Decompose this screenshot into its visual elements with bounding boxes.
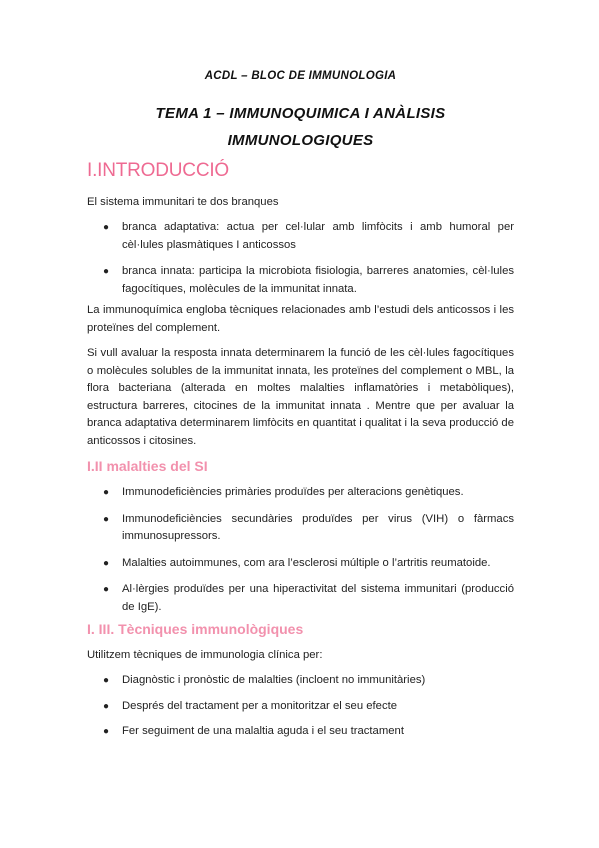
topic-title [87,100,514,154]
section-heading-diseases: I.II malalties del SI [87,458,208,474]
response-paragraph: Si vull avaluar la resposta innata determinarem la funció de les cèl·lules fagocítiques o molècules solubles de la immunitat innata, les proteïnes del complement o MBL, la flora bacteriana (alterada en moltes malalties inflamatòries i metabòliques), estructura barreres, citocines de la immunitat innata . Mentre que per avaluar la branca adaptativa determinarem limfòcits en quantitat i qualitat i la seva producció de anticossos i citosines. [87,347,514,447]
bullet-icon: ● [103,726,110,737]
techniques-intro: Utilitzem tècniques de immunologia clínica per: [87,649,323,661]
branches-list [87,219,514,298]
bullet-icon: ● [103,557,110,569]
diseases-list [87,484,514,616]
section-heading-introduction: I.INTRODUCCIÓ [87,160,230,181]
block-title: ACDL – BLOC DE IMMUNOLOGIA [204,70,397,82]
intro-paragraph: El sistema immunitari te dos branques [87,196,279,208]
bullet-icon: ● [103,584,110,595]
bullet-icon: ● [103,222,110,233]
list-item: ● Diagnòstic i pronòstic de malalties (incloent no immunitàries) [87,672,514,690]
bullet-icon: ● [103,487,110,498]
list-item: ● Fer seguiment de una malaltia aguda i el seu tractament [87,723,514,741]
list-item: ● branca adaptativa: actua per cel·lular amb limfòcits i amb humoral per cèl·lules plasmàtiques I anticossos [103,221,514,251]
list-item: ● Immunodeficiències secundàries produïdes per virus (VIH) o fàrmacs immunosupressors. [103,512,514,542]
bullet-icon: ● [103,266,110,277]
list-item: ● branca innata: participa la microbiota fisiologia, barreres anatomies, cèl·lules fagocítiques, molècules de la immunitat innata. [103,265,514,295]
techniques-list [87,672,514,741]
bullet-icon: ● [103,700,110,712]
list-item: ● Malalties autoimmunes, com ara l’esclerosi múltiple o l’artritis reumatoide. [87,555,514,573]
bullet-icon: ● [103,513,110,525]
immunochemistry-paragraph: La immunoquímica engloba tècniques relacionades amb l’estudi dels anticossos i les proteïnes del complement. [87,304,514,334]
list-item: ● Després del tractament per a monitoritzar el seu efecte [87,698,514,716]
section-heading-techniques: I. III. Tècniques immunològiques [87,621,304,637]
topic-title-line-2: IMMUNOLOGIQUES [227,132,374,149]
bullet-icon: ● [103,675,110,686]
list-item: ● Al·lèrgies produïdes per una hiperactivitat del sistema immunitari (producció de IgE). [103,583,514,613]
topic-title-line-1: TEMA 1 – IMMUNOQUIMICA I ANÀLISIS [155,105,446,122]
list-item: ● Immunodeficiències primàries produïdes per alteracions genètiques. [87,484,514,502]
